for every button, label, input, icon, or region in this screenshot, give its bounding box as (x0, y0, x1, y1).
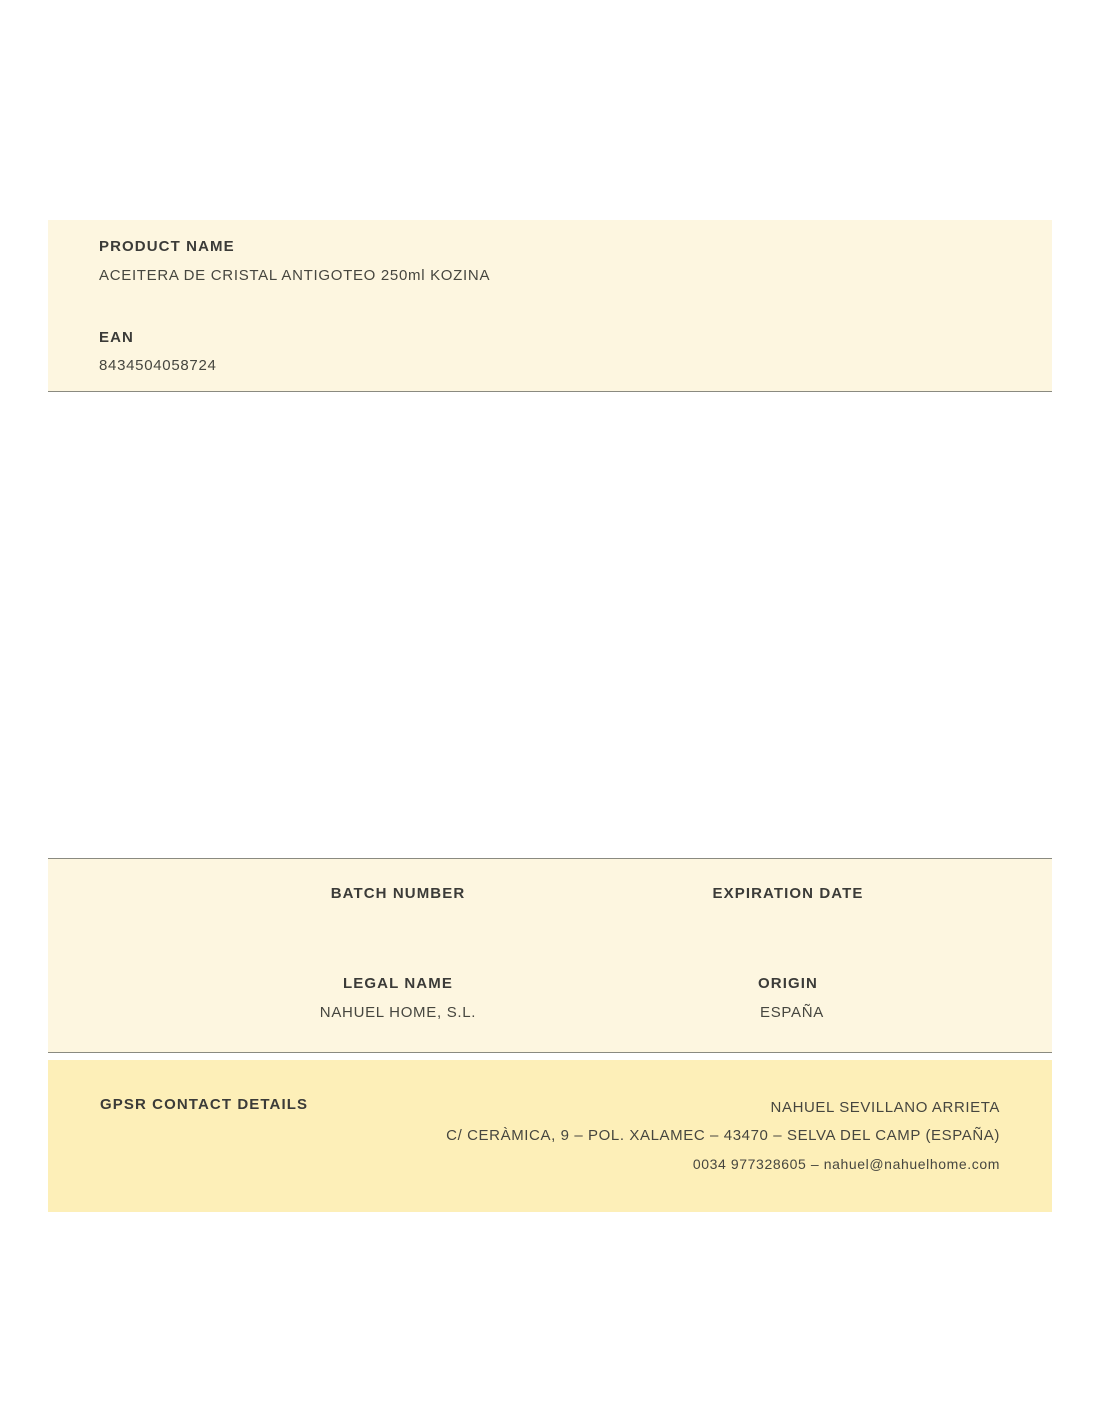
expiration-date-field (608, 885, 968, 902)
origin-field (608, 975, 968, 992)
origin-value: ESPAÑA (760, 1004, 824, 1021)
legal-name-value: NAHUEL HOME, S.L. (319, 1004, 477, 1021)
ean-label: EAN (99, 329, 134, 346)
product-name-value: ACEITERA DE CRISTAL ANTIGOTEO 250ml KOZINA (99, 267, 491, 284)
gpsr-contact-label: GPSR CONTACT DETAILS (100, 1096, 309, 1113)
origin-label: ORIGIN (758, 975, 818, 992)
gpsr-contact-block (48, 1060, 1052, 1212)
batch-number-field (218, 885, 578, 902)
legal-name-field (218, 975, 578, 992)
ean-value: 8434504058724 (99, 357, 217, 374)
legal-name-label: LEGAL NAME (343, 975, 453, 992)
expiration-date-label: EXPIRATION DATE (712, 885, 864, 902)
product-details-block (48, 858, 1052, 1053)
gpsr-contact-phone-email: 0034 977328605 – nahuel@nahuelhome.com (692, 1156, 1000, 1172)
gpsr-contact-lines (240, 1094, 1000, 1178)
product-name-label: PRODUCT NAME (99, 238, 235, 255)
legal-name-value-wrap (218, 1004, 578, 1021)
batch-number-label: BATCH NUMBER (330, 885, 466, 902)
origin-value-wrap (608, 1004, 968, 1021)
gpsr-contact-name: NAHUEL SEVILLANO ARRIETA (770, 1099, 1000, 1116)
product-info-block (48, 220, 1052, 392)
gpsr-contact-address: C/ CERÀMICA, 9 – POL. XALAMEC – 43470 – SELVA DEL CAMP (ESPAÑA) (446, 1127, 1000, 1144)
